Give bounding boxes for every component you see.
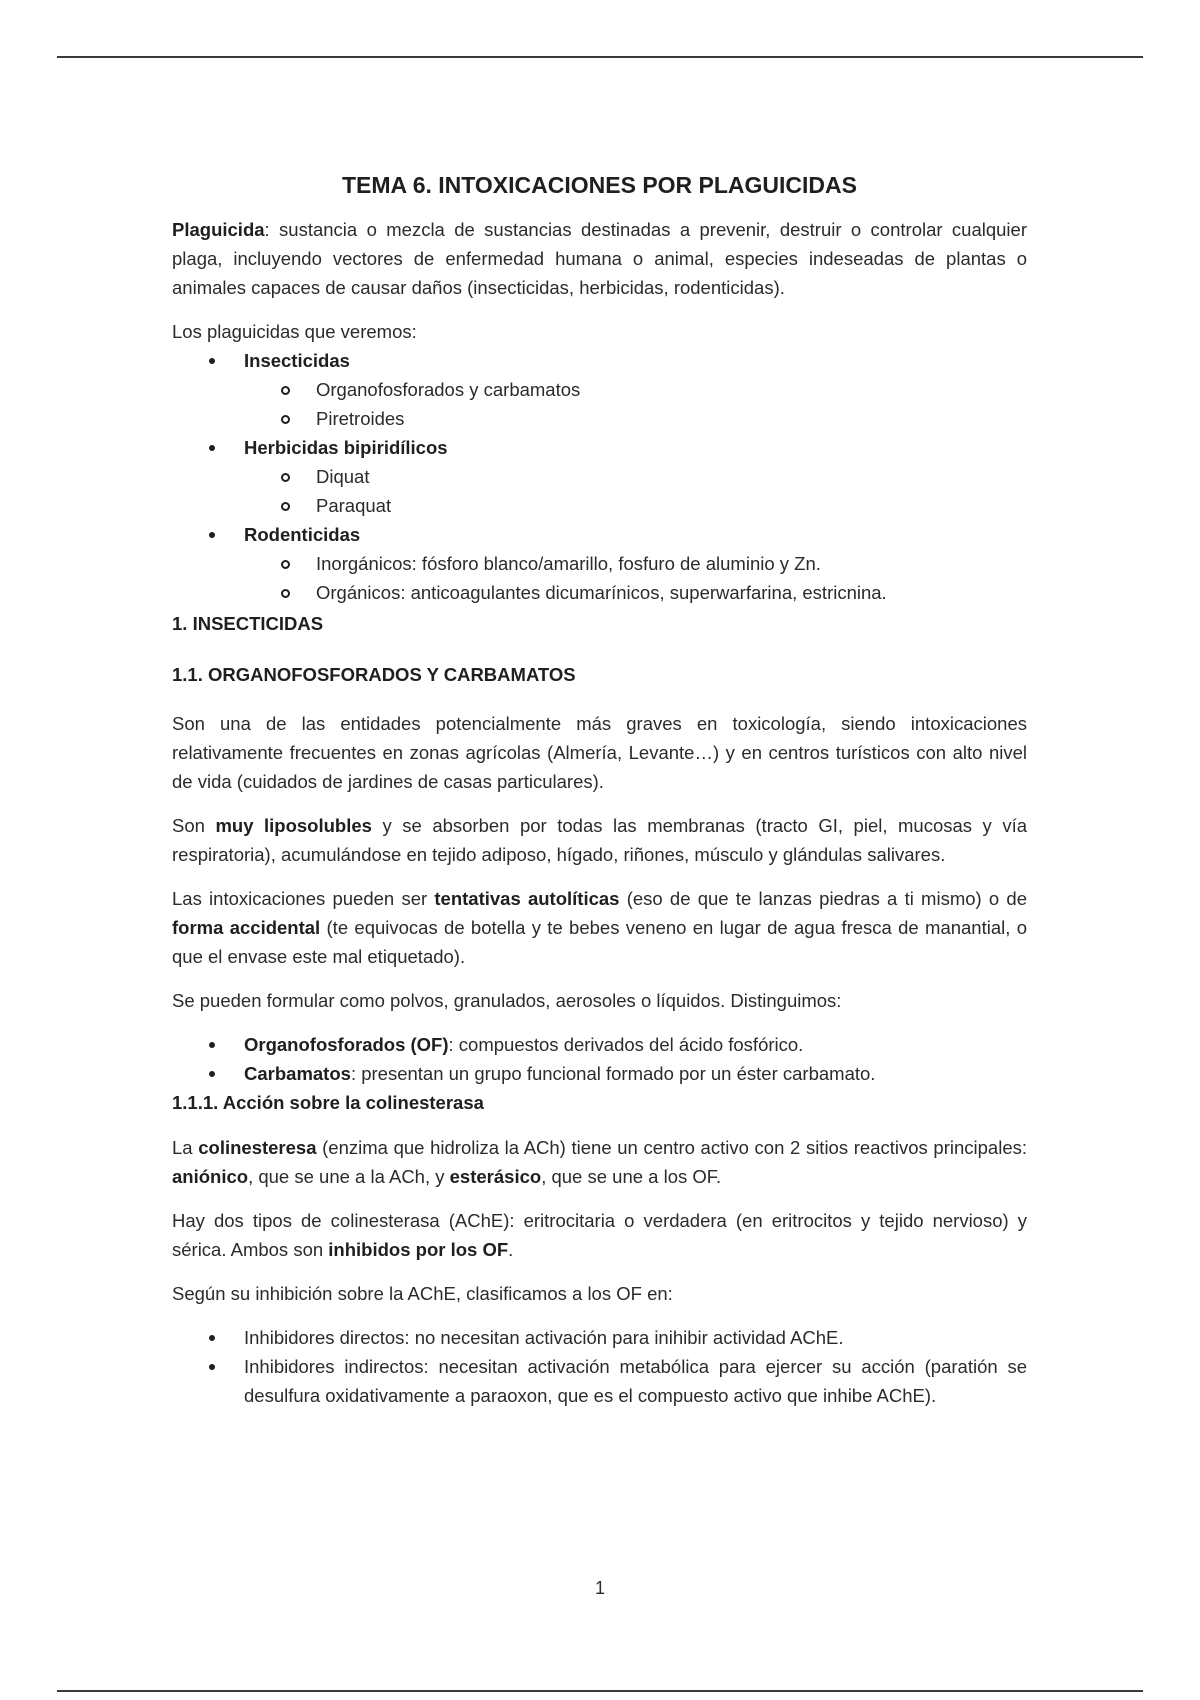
paragraph: La colinesteresa (enzima que hidroliza la ACh) tiene un centro activo con 2 sitios reactivos principales: aniónico, que se une a la ACh, y esterásico, que se une a los OF. [172,1137,1027,1187]
list-item: Organofosforados y carbamatos [172,375,1027,404]
inhibitors-list [172,1323,1027,1410]
list-item: Rodenticidas Inorgánicos: fósforo blanco/amarillo, fosfuro de aluminio y Zn. Orgánicos: anticoagulantes dicumarínicos, superwarfarina, estricnina. [172,520,1027,607]
list-item: Herbicidas bipiridílicos Diquat Paraquat [172,433,1027,520]
header-rule [57,56,1143,58]
list-item: Carbamatos: presentan un grupo funcional formado por un éster carbamato. [172,1059,1027,1088]
pesticide-list-intro: Los plaguicidas que veremos: [172,321,417,342]
paragraph: Son una de las entidades potencialmente más graves en toxicología, siendo intoxicaciones relativamente frecuentes en zonas agrícolas (Almería, Levante…) y en centros turísticos con alto nivel de vida (cuidados de jardines de casas particulares). [172,713,1027,792]
list-item: Inorgánicos: fósforo blanco/amarillo, fosfuro de aluminio y Zn. [172,549,1027,578]
sub-list [244,462,1027,520]
paragraph: Hay dos tipos de colinesterasa (AChE): eritrocitaria o verdadera (en eritrocitos y tejido nervioso) y sérica. Ambos son inhibidos por los OF. [172,1210,1027,1260]
list-item: Piretroides [172,404,1027,433]
list-item: Inhibidores directos: no necesitan activación para inihibir actividad AChE. [172,1323,1027,1352]
list-item: Organofosforados (OF): compuestos derivados del ácido fosfórico. [172,1030,1027,1059]
section-heading-insecticidas: 1. INSECTICIDAS [172,613,324,634]
document-title: TEMA 6. INTOXICACIONES POR PLAGUICIDAS [342,172,857,198]
definition-term: Plaguicida [172,219,265,240]
list-item: Paraquat [172,491,1027,520]
section-heading-colinesterasa: 1.1.1. Acción sobre la colinesterasa [172,1092,484,1113]
paragraph: Según su inhibición sobre la AChE, clasificamos a los OF en: [172,1283,673,1304]
document-body [172,168,1027,1410]
sub-list [244,375,1027,433]
list-item: Diquat [172,462,1027,491]
list-item: Inhibidores indirectos: necesitan activación metabólica para ejercer su acción (paratión se desulfura oxidativamente a paraoxon, que es el compuesto activo que inhibe AChE). [172,1352,1027,1410]
list-item: Insecticidas Organofosforados y carbamatos Piretroides [172,346,1027,433]
definition-text: : sustancia o mezcla de sustancias destinadas a prevenir, destruir o controlar cualquier plaga, incluyendo vectores de enfermedad humana o animal, especies indeseadas de plantas o animales capaces de causar daños (insecticidas, herbicidas, rodenticidas). [172,219,1027,298]
pesticide-list [172,346,1027,607]
page-number: 1 [594,1578,605,1598]
section-heading-organofosforados: 1.1. ORGANOFOSFORADOS Y CARBAMATOS [172,664,576,685]
sub-list [244,549,1027,607]
of-types-list [172,1030,1027,1088]
list-item: Orgánicos: anticoagulantes dicumarínicos, superwarfarina, estricnina. [172,578,1027,607]
paragraph: Son muy liposolubles y se absorben por todas las membranas (tracto GI, piel, mucosas y vía respiratoria), acumulándose en tejido adiposo, hígado, riñones, músculo y glándulas salivares. [172,815,1028,865]
paragraph: Las intoxicaciones pueden ser tentativas autolíticas (eso de que te lanzas piedras a ti mismo) o de forma accidental (te equivocas de botella y te bebes veneno en lugar de agua fresca de manantial, o que el envase este mal etiquetado). [172,888,1027,967]
footer-rule [57,1690,1143,1692]
definition-paragraph [172,215,1027,302]
paragraph: Se pueden formular como polvos, granulados, aerosoles o líquidos. Distinguimos: [172,990,842,1011]
